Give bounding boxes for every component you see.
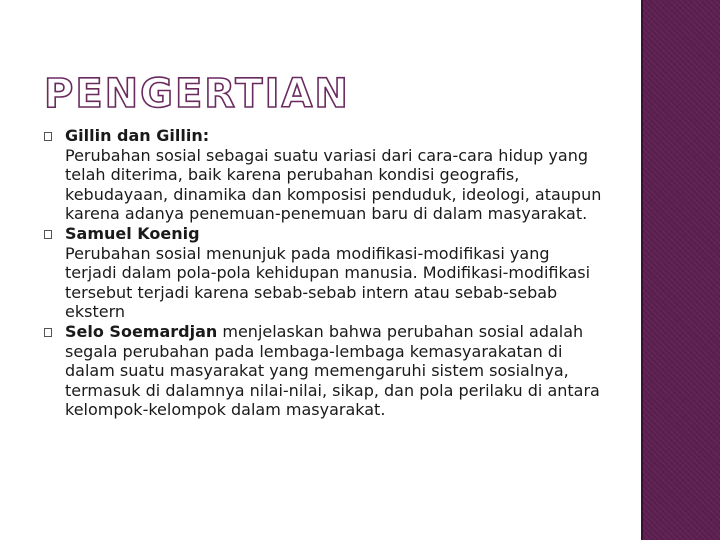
square-bullet-icon [44,230,52,239]
slide-title: PENGERTIAN [44,71,350,117]
decorative-side-band [643,0,720,540]
list-item [44,224,606,322]
item-heading: Selo Soemardjan [65,321,218,341]
bullet-list [44,126,606,420]
list-item [44,126,606,224]
item-body: Perubahan sosial menunjuk pada modifikasi-modifikasi yang terjadi dalam pola-pola kehidupan manusia. Modifikasi-modifikasi tersebut terjadi karena sebab-sebab intern atau sebab-sebab ekstern [65,243,591,322]
square-bullet-icon [44,132,52,141]
item-body: menjelaskan bahwa perubahan sosial adalah segala perubahan pada lembaga-lembaga kemasyarakatan di dalam suatu masyarakat yang memengaruhi sistem sosialnya, termasuk di dalamnya nilai-nilai, sikap, dan pola perilaku di antara kelompok-kelompok dalam masyarakat. [65,321,600,420]
list-item [44,322,606,420]
item-heading: Samuel Koenig [65,223,200,243]
item-heading: Gillin dan Gillin: [65,126,210,145]
square-bullet-icon [44,328,52,337]
item-body: Perubahan sosial sebagai suatu variasi dari cara-cara hidup yang telah diterima, baik karena perubahan kondisi geografis, kebudayaan, dinamika dan komposisi penduduk, ideologi, ataupun karena adanya penemuan-penemuan baru di dalam masyarakat. [65,145,602,224]
